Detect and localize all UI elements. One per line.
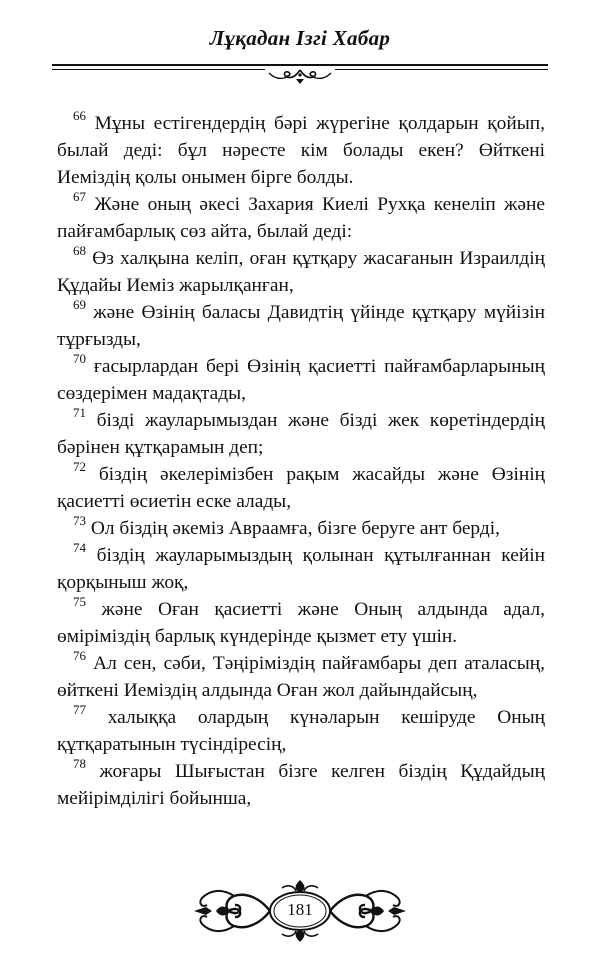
verse-text: біздің жауларымыздың қолынан құтылғаннан кейін қорқыныш жоқ,	[57, 545, 545, 593]
verse-number: 78	[73, 755, 86, 771]
verse-number: 73	[73, 512, 86, 528]
verse-text-block	[57, 107, 545, 812]
verse-text: және Өзінің баласы Давидтің үйінде құтқару мүйізін тұрғызды,	[57, 302, 545, 350]
verse-number: 76	[73, 647, 86, 663]
verse-70	[57, 350, 545, 407]
verse-number: 70	[73, 350, 86, 366]
verse-number: 68	[73, 242, 86, 258]
verse-text: Және оның әкесі Захария Киелі Рухқа кенеліп және пайғамбарлық сөз айта, былай деді:	[57, 194, 545, 242]
verse-text: және Оған қасиетті және Оның алдында адал, өміріміздің барлық күндерінде қызмет ету үшін.	[57, 599, 545, 647]
verse-text: ғасырлардан бері Өзінің қасиетті пайғамбарларының сөздерімен мадақтады,	[57, 356, 545, 404]
verse-number: 69	[73, 296, 86, 312]
verse-73	[57, 512, 545, 542]
verse-72	[57, 458, 545, 515]
verse-number: 77	[73, 701, 86, 717]
verse-text: Ол біздің әкеміз Авраамға, бізге беруге ант берді,	[90, 518, 500, 539]
verse-71	[57, 404, 545, 461]
verse-text: Мұны естігендердің бәрі жүрегіне қолдарын қойып, былай деді: бұл нәресте кім болады екен? Өйткені Иеміздің қолы онымен бірге болды.	[57, 113, 545, 188]
verse-69	[57, 296, 545, 353]
verse-67	[57, 188, 545, 245]
verse-text: біздің әкелерімізбен рақым жасайды және Өзінің қасиетті өсиетін еске алады,	[57, 464, 545, 512]
header-rule-thick	[52, 64, 548, 66]
running-header-title: Лұқадан Ізгі Хабар	[209, 26, 391, 50]
page-number: 181	[287, 900, 313, 919]
verse-text: бізді жауларымыздан және бізді жек көретіндердің бәрінен құтқарамын деп;	[57, 410, 545, 458]
verse-text: Өз халқына келіп, оған құтқару жасағанын Израилдің Құдайы Иеміз жарылқанған,	[57, 248, 545, 296]
verse-68	[57, 242, 545, 299]
verse-77	[57, 701, 545, 758]
verse-text: Ал сен, сәби, Тәңіріміздің пайғамбары деп аталасың, өйткені Иеміздің алдында Оған жол дайындайсың,	[57, 653, 545, 701]
verse-number: 71	[73, 404, 86, 420]
verse-76	[57, 647, 545, 704]
verse-text: жоғары Шығыстан бізге келген біздің Құдайдың мейірімділігі бойынша,	[57, 761, 545, 809]
verse-number: 67	[73, 188, 86, 204]
verse-74	[57, 539, 545, 596]
verse-text: халыққа олардың күнәларын кешіруде Оның құтқаратынын түсіндіресің,	[57, 707, 545, 755]
verse-number: 74	[73, 539, 86, 555]
verse-78	[57, 755, 545, 812]
verse-number: 75	[73, 593, 86, 609]
verse-number: 72	[73, 458, 86, 474]
verse-75	[57, 593, 545, 650]
verse-number: 66	[73, 107, 86, 123]
scroll-ornament-icon	[265, 67, 335, 85]
verse-66	[57, 107, 545, 191]
